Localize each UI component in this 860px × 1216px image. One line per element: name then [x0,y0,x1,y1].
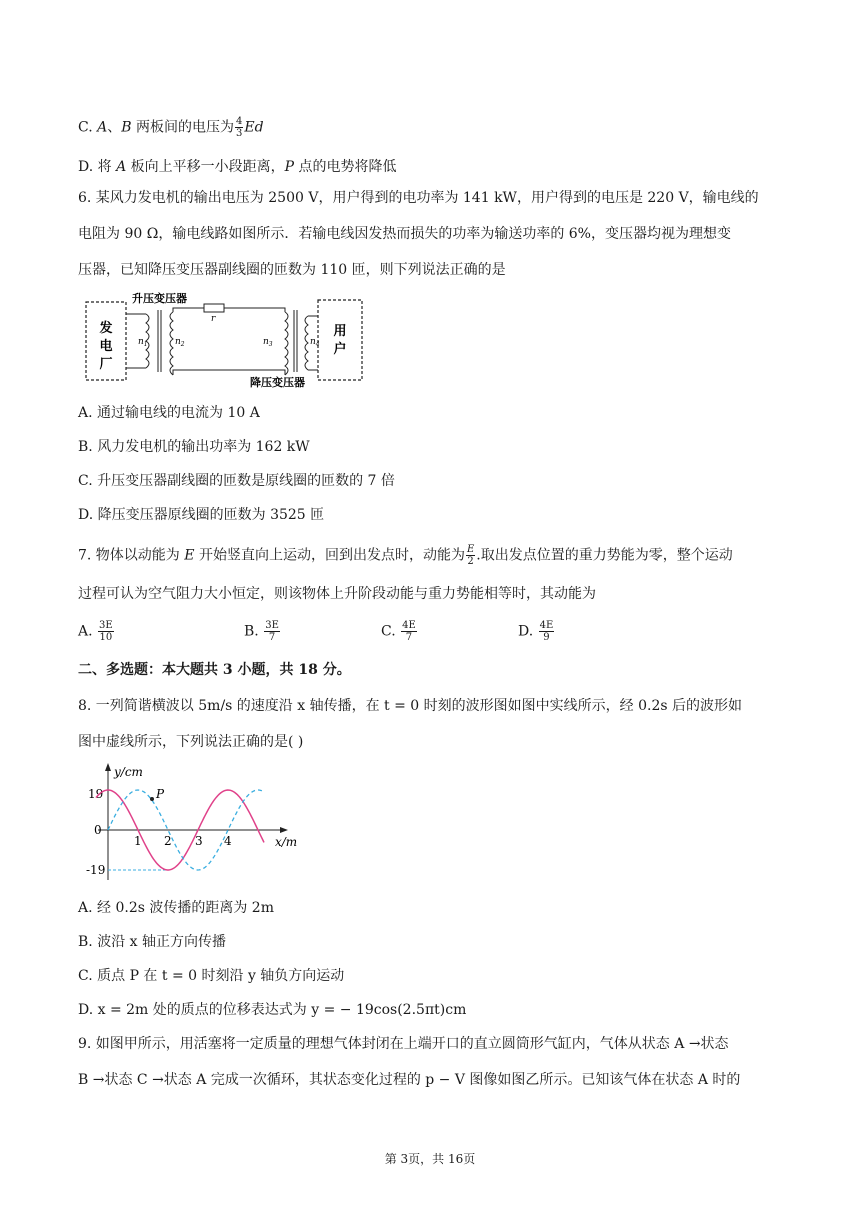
q6-stem-line-1: 6. 某风力发电机的输出电压为 2500 V，用户得到的电功率为 141 kW，用户得到的电压是 220 V，输电线的 [78,190,759,206]
q8-option-d: D. x = 2m 处的质点的位移表达式为 y = − 19cos(2.5πt)cm [78,1002,467,1018]
point-p-label: P [156,787,165,801]
user-label-2: 户 [333,342,347,357]
n3-label: $n_3$ [263,337,273,348]
q5-option-d: D. 将 A 板向上平移一小段距离，P 点的电势将降低 [78,159,397,175]
q7-stem-line-1: 7. 物体以动能为 E 开始竖直向上运动，回到出发点时，动能为 $\frac{E}{2}$ .取出发点位置的重力势能为零，整个运动 [78,544,733,567]
q6-stem-line-2: 电阻为 90 Ω，输电线路如图所示．若输电线因发热而损失的功率为输送功率的 6%，变压器均视为理想变 [78,226,731,242]
q8-option-b: B. 波沿 x 轴正方向传播 [78,934,226,950]
transmission-circuit-diagram [80,290,370,390]
q8-stem-line-2: 图中虚线所示，下列说法正确的是( ) [78,734,304,750]
q6-option-b: B. 风力发电机的输出功率为 162 kW [78,439,310,455]
q7-option-b: B. $\frac{3E}{7}$ [244,620,279,643]
y-tick-19: 19 [88,787,104,801]
x-tick-1: 1 [134,834,142,848]
q6-option-d: D. 降压变压器原线圈的匝数为 3525 匝 [78,507,325,523]
x-tick-4: 4 [224,834,232,848]
x-tick-3: 3 [195,834,203,848]
q8-option-a: A. 经 0.2s 波传播的距离为 2m [78,900,274,916]
user-label-1: 用 [333,324,347,339]
q9-stem-line-1: 9. 如图甲所示，用活塞将一定质量的理想气体封闭在上端开口的直立圆筒形气缸内，气体从状态 A →状态 [78,1036,729,1052]
plant-label-3: 厂 [99,357,113,372]
q6-option-a: A. 通过输电线的电流为 10 A [78,405,260,421]
x-tick-2: 2 [164,834,172,848]
q6-stem-line-3: 压器，已知降压变压器副线圈的匝数为 110 匝，则下列说法正确的是 [78,262,506,278]
point-p-marker [150,797,154,801]
section-heading: 二、多选题：本大题共 3 小题，共 18 分。 [78,662,351,678]
q7-option-d: D. $\frac{4E}{9}$ [518,620,554,643]
plant-label-1: 发 [99,321,113,336]
n4-label: $n_4$ [310,337,320,348]
q8-stem-line-1: 8. 一列简谐横波以 5m/s 的速度沿 x 轴传播，在 t = 0 时刻的波形图如图中实线所示，经 0.2s 后的波形如 [78,698,742,714]
y-axis-label: y/cm [114,765,143,779]
page-footer: 第 3页，共 16页 [384,1152,476,1166]
q9-stem-line-2: B →状态 C →状态 A 完成一次循环，其状态变化过程的 p − V 图像如图乙所示。已知该气体在状态 A 时的 [78,1072,741,1088]
x-axis-label: x/m [275,835,298,849]
wave-graph [80,760,310,885]
q8-option-c: C. 质点 P 在 t = 0 时刻沿 y 轴负方向运动 [78,968,345,984]
q7-stem-line-2: 过程可认为空气阻力大小恒定，则该物体上升阶段动能与重力势能相等时，其动能为 [78,586,596,602]
y-tick-0: 0 [94,823,102,837]
n1-label: $n_1$ [138,337,148,348]
r-label: r [211,314,216,324]
q7-option-c: C. $\frac{4E}{7}$ [381,620,416,643]
y-tick-neg19: -19 [86,863,106,877]
q7-option-a: A. $\frac{3E}{10}$ [78,620,113,643]
n2-label: $n_2$ [175,337,185,348]
q6-option-c: C. 升压变压器副线圈的匝数是原线圈的匝数的 7 倍 [78,473,395,489]
step-up-label: 升压变压器 [132,292,187,305]
plant-label-2: 电 [99,339,113,354]
step-down-label: 降压变压器 [250,376,305,389]
q5-option-c: C. A、B 两板间的电压为 $\frac{4}{3}$ Ed [78,116,264,139]
